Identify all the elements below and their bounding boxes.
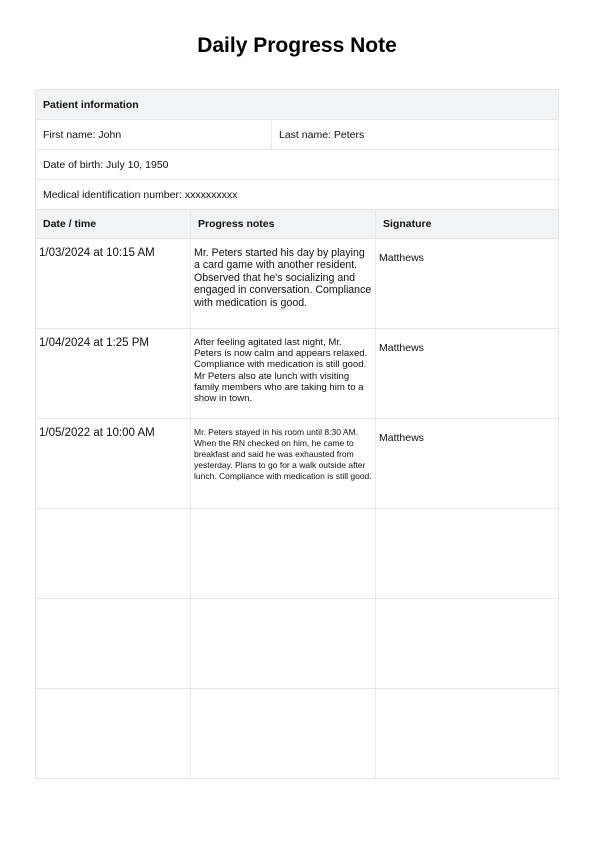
name-row <box>36 120 559 150</box>
entry-notes-cell[interactable]: After feeling agitated last night, Mr. Peters is now calm and appears relaxed. Compliance with medication is still good. Mr Peters also ate lunch with visiting family members who are taking him to a show in town. <box>191 329 376 418</box>
table-row <box>36 239 559 329</box>
first-name-field[interactable]: First name: John <box>36 120 272 149</box>
notes-column-header-row <box>36 210 559 239</box>
medical-id-row <box>36 180 559 210</box>
column-header-date: Date / time <box>36 210 191 238</box>
column-header-notes: Progress notes <box>191 210 376 238</box>
progress-note-table <box>35 89 559 779</box>
entry-notes-cell[interactable] <box>191 689 376 778</box>
entry-date-cell[interactable] <box>36 689 191 778</box>
patient-info-header <box>36 90 559 120</box>
entry-notes-cell[interactable] <box>191 599 376 688</box>
entry-date-cell[interactable] <box>36 599 191 688</box>
entry-date-cell[interactable]: 1/04/2024 at 1:25 PM <box>36 329 191 418</box>
entry-signature-cell[interactable] <box>376 599 559 688</box>
entry-notes-cell[interactable]: Mr. Peters stayed in his room until 8:30 AM. When the RN checked on him, he came to breakfast and said he was exhausted from yesterday. Plans to go for a walk outside after lunch. Compliance with medication is still good. <box>191 419 376 508</box>
entry-date-cell[interactable] <box>36 509 191 598</box>
empty-table-row <box>36 509 559 599</box>
medical-id-field[interactable]: Medical identification number: xxxxxxxxxx <box>36 180 559 209</box>
empty-table-row <box>36 599 559 689</box>
entry-signature-cell[interactable]: Matthews <box>376 329 559 418</box>
dob-row <box>36 150 559 180</box>
entry-signature-cell[interactable]: Matthews <box>376 239 559 328</box>
entry-notes-cell[interactable] <box>191 509 376 598</box>
column-header-signature: Signature <box>376 210 559 238</box>
table-row <box>36 329 559 419</box>
entry-date-cell[interactable]: 1/05/2022 at 10:00 AM <box>36 419 191 508</box>
date-of-birth-field[interactable]: Date of birth: July 10, 1950 <box>36 150 559 179</box>
entry-date-cell[interactable]: 1/03/2024 at 10:15 AM <box>36 239 191 328</box>
entry-signature-cell[interactable]: Matthews <box>376 419 559 508</box>
entry-signature-cell[interactable] <box>376 689 559 778</box>
last-name-field[interactable]: Last name: Peters <box>272 120 559 149</box>
patient-info-label: Patient information <box>36 90 559 119</box>
entry-notes-cell[interactable]: Mr. Peters started his day by playing a card game with another resident. Observed that he's socializing and engaged in conversation. Compliance with medication is good. <box>191 239 376 328</box>
entry-signature-cell[interactable] <box>376 509 559 598</box>
table-row <box>36 419 559 509</box>
page-title: Daily Progress Note <box>197 34 397 57</box>
empty-table-row <box>36 689 559 779</box>
